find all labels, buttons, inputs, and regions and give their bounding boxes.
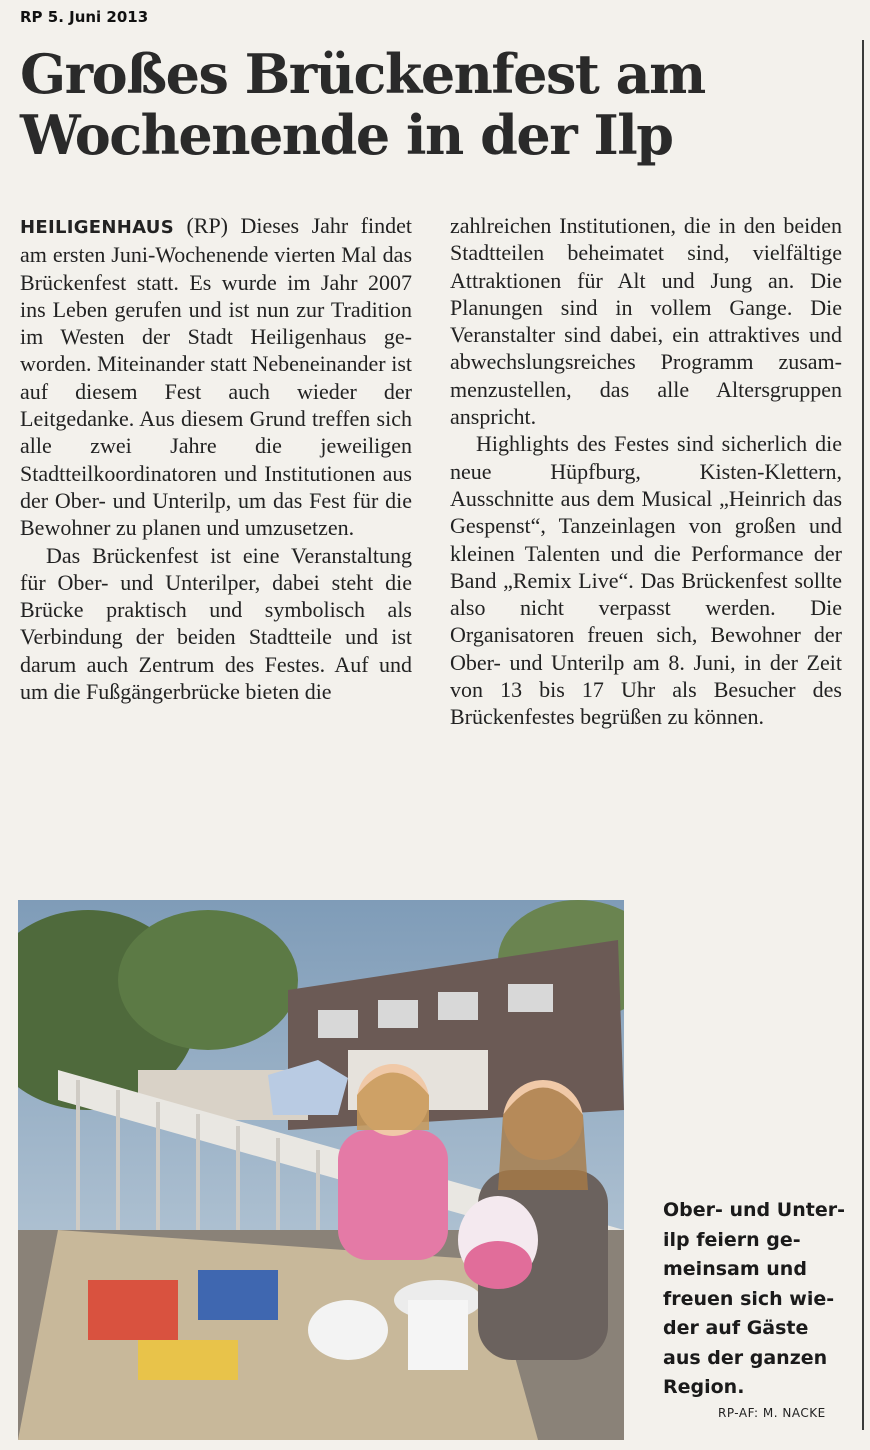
paragraph	[20, 212, 412, 542]
article-column-left	[20, 212, 412, 705]
paragraph-text: (RP) Dieses Jahr findet am ersten Juni-Wochenende vierten Mal das Brückenfest statt. Es wurde im Jahr 2007 ins Leben gerufen und ist nun zur Tradition im Westen der Stadt Heiligenhaus geworden. Miteinander statt Nebeneinander ist auf diesem Fest auch wieder der Leitgedanke. Aus diesem Grund treffen sich alle zwei Jahre die jeweiligen Stadtteilkoordinatoren und Institutionen aus der Ober- und Unterilp, um das Fest für die Bewohner zu planen und umzusetzen.	[20, 213, 412, 541]
paragraph: Das Brückenfest ist eine Veranstaltung für Ober- und Unterilper, dabei steht die Brücke praktisch und symbolisch als Verbindung der beiden Stadtteile und ist darum auch Zentrum des Festes. Auf und um die Fußgängerbrücke bieten die	[20, 542, 412, 705]
article-column-right	[450, 212, 842, 731]
event-photo	[18, 900, 624, 1440]
source-date: RP 5. Juni 2013	[20, 8, 149, 26]
paragraph: Highlights des Festes sind sicherlich die neue Hüpfburg, Kisten-Klettern, Ausschnitte aus dem Musical „Heinrich das Gespenst“, Tanzeinlagen von großen und kleinen Talenten und die Performance der Band „Remix Live“. Das Brückenfest sollte also nicht verpasst werden. Die Organisatoren freuen sich, Bewohner der Ober- und Unterilp am 8. Juni, in der Zeit von 13 bis 17 Uhr als Besucher des Brückenfestes begrüßen zu können.	[450, 431, 842, 730]
headline: Großes Brückenfest am Wochenende in der Ilp	[20, 42, 705, 167]
column-rule	[862, 40, 864, 1430]
photo-illustration	[18, 900, 624, 1440]
photo-caption: Ober- und Unterilp feiern gemeinsam und freuen sich wieder auf Gäste aus der ganzen Region.	[663, 1199, 845, 1398]
dateline: HEILIGENHAUS	[20, 217, 174, 238]
paragraph: zahlreichen Institutionen, die in den beiden Stadtteilen beheimatet sind, vielfältige Attraktionen für Alt und Jung an. Die Planungen sind in vollem Gange. Die Veranstalter sind dabei, ein attraktives und abwechslungsreiches Programm zusammenzustellen, das alle Altersgruppen anspricht.	[450, 213, 842, 430]
photo-credit: RP-AF: M. NACKE	[718, 1406, 826, 1420]
